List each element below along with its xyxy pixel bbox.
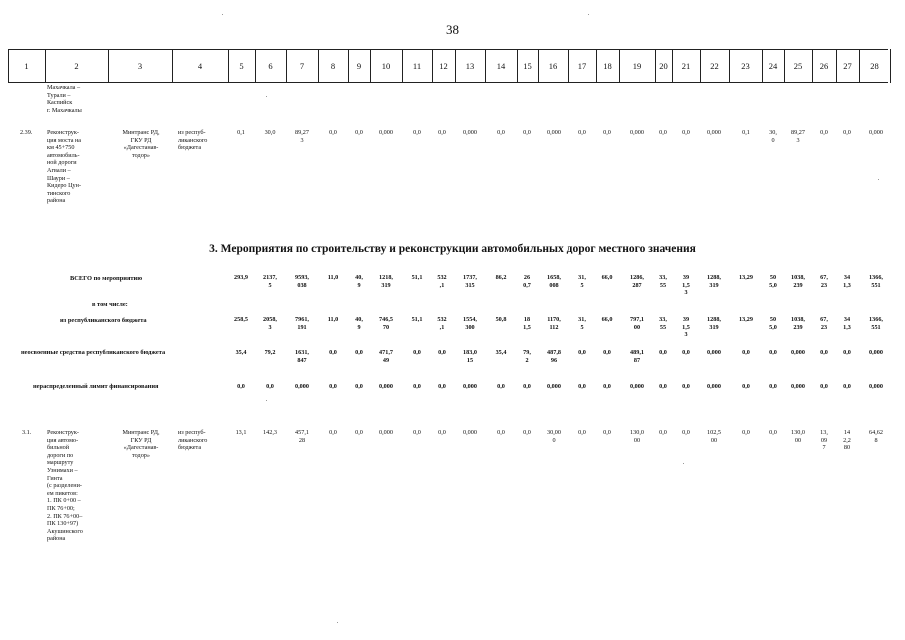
column-divider [370,49,371,83]
value-cell-col-17: 31, 5 [578,316,586,331]
value-cell-col-11: 0,0 [413,383,421,390]
value-cell-col-14: 35,4 [495,349,507,356]
column-divider [255,49,256,83]
column-header-28: 28 [870,61,879,71]
value-cell-col-10: 0,000 [379,129,393,136]
column-divider [890,49,891,83]
value-cell-col-7: 7961, 191 [295,316,309,331]
value-cell-col-11: 51,1 [411,274,423,281]
value-cell-col-8: 0,0 [329,349,337,356]
value-cell-col-20: 0,0 [659,349,667,356]
value-cell-col-12: 532 ,1 [437,274,447,289]
value-cell-col-22: 102,5 00 [707,429,721,444]
value-cell-col-27: 34 1,3 [843,274,851,289]
column-header-2: 2 [74,61,79,71]
column-divider [517,49,518,83]
page-number: 38 [446,22,459,37]
value-cell-col-18: 66,0 [601,316,613,323]
value-cell-col-7: 457,1 28 [295,429,309,444]
value-cell-col-21: 0,0 [682,383,690,390]
value-cell-col-23: 0,0 [742,349,750,356]
table-header-top-border [8,49,888,50]
unused-funds-row-label: неосвоенные средства республиканского бюджета [21,349,166,356]
value-cell-col-20: 33, 55 [659,274,667,289]
value-cell-col-16: 0,000 [547,129,561,136]
value-cell-col-13: 0,000 [463,129,477,136]
column-header-21: 21 [681,61,691,71]
value-cell-col-8: 0,0 [329,383,337,390]
value-cell-col-18: 0,0 [603,429,611,436]
value-cell-col-10: 0,000 [379,429,393,436]
value-cell-col-21: 0,0 [682,129,690,136]
value-cell-col-19: 797,1 00 [630,316,644,331]
table-header-bottom-border [8,82,888,83]
value-cell-col-16: 487,8 96 [547,349,561,364]
column-divider [228,49,229,83]
value-cell-col-8: 11,0 [327,316,339,323]
column-divider [45,49,46,83]
column-divider [729,49,730,83]
column-header-24: 24 [768,61,778,71]
value-cell-col-21: 0,0 [682,349,690,356]
value-cell-col-11: 0,0 [413,349,421,356]
value-cell-col-20: 0,0 [659,429,667,436]
value-cell-col-10: 746,5 70 [379,316,393,331]
value-cell-col-15: 18 1,5 [523,316,531,331]
value-cell-col-23: 0,0 [742,429,750,436]
value-cell-col-23: 13,29 [739,274,753,281]
republic-budget-row-label: из республиканского бюджета [60,317,147,324]
value-cell-col-13: 0,000 [463,429,477,436]
value-cell-col-17: 0,0 [578,383,586,390]
column-header-23: 23 [741,61,750,71]
row-3-1-name: Реконструк- ция автомо- бильной дороги по маршруту Узнимахи – Гинта (с разделени- ем пикетов: 1. ПК 0+00 – ПК 76+00; 2. ПК 76+00– ПК 130+97) Акушинского района [47,429,83,543]
value-cell-col-8: 0,0 [329,129,337,136]
value-cell-col-26: 67, 23 [820,274,828,289]
column-header-9: 9 [356,61,362,71]
scan-speck [266,96,267,97]
column-header-26: 26 [819,61,829,71]
value-cell-col-11: 0,0 [413,429,421,436]
column-divider [286,49,287,83]
section-3-title: 3. Мероприятия по строительству и реконструкции автомобильных дорог местного значения [209,243,696,255]
value-cell-col-13: 0,000 [463,383,477,390]
value-cell-col-18: 0,0 [603,349,611,356]
column-divider [318,49,319,83]
column-header-1: 1 [24,61,29,71]
row-2-39-customer: Минтранс РД, ГКУ РД «Дагестанав- тодор» [122,129,160,159]
value-cell-col-11: 51,1 [411,316,423,323]
column-divider [672,49,673,83]
value-cell-col-28: 1366, 551 [869,316,883,331]
value-cell-col-15: 0,0 [523,429,531,436]
column-header-10: 10 [381,61,391,71]
value-cell-col-28: 0,000 [869,383,883,390]
value-cell-col-7: 1631, 847 [295,349,309,364]
column-divider [432,49,433,83]
value-cell-col-9: 40, 9 [355,316,363,331]
value-cell-col-26: 13, 09 7 [820,429,828,452]
value-cell-col-22: 0,000 [707,129,721,136]
value-cell-col-27: 0,0 [843,129,851,136]
value-cell-col-14: 0,0 [497,429,505,436]
value-cell-col-13: 183,0 15 [463,349,477,364]
column-header-27: 27 [843,61,852,71]
value-cell-col-8: 0,0 [329,429,337,436]
row-2-39-name: Реконструк- ция моста на км 45+750 автомобиль- ной дороги Агвали – Шаури – Кидеро Цун- тинского района [47,129,82,205]
value-cell-col-17: 0,0 [578,349,586,356]
column-header-3: 3 [137,61,143,71]
column-divider [784,49,785,83]
value-cell-col-8: 11,0 [327,274,339,281]
column-divider [812,49,813,83]
column-divider [172,49,173,83]
column-header-20: 20 [659,61,668,71]
value-cell-col-20: 0,0 [659,129,667,136]
value-cell-col-6: 2137, 5 [263,274,277,289]
column-header-18: 18 [603,61,612,71]
value-cell-col-12: 0,0 [438,383,446,390]
column-header-17: 17 [577,61,587,71]
value-cell-col-9: 0,0 [355,129,363,136]
value-cell-col-5: 258,5 [234,316,248,323]
value-cell-col-5: 0,0 [237,383,245,390]
value-cell-col-6: 30,0 [264,129,276,136]
value-cell-col-28: 1366, 551 [869,274,883,289]
value-cell-col-26: 0,0 [820,383,828,390]
value-cell-col-10: 1218, 319 [379,274,393,289]
value-cell-col-24: 0,0 [769,429,777,436]
value-cell-col-26: 0,0 [820,349,828,356]
value-cell-col-28: 0,000 [869,129,883,136]
value-cell-col-23: 13,29 [739,316,753,323]
value-cell-col-6: 142,3 [263,429,277,436]
column-header-5: 5 [239,61,244,71]
value-cell-col-15: 79, 2 [523,349,531,364]
value-cell-col-14: 0,0 [497,383,505,390]
column-header-16: 16 [548,61,558,71]
value-cell-col-5: 293,9 [234,274,248,281]
row-3-1-customer: Минтранс РД, ГКУ РД «Дагестанав- тодор» [122,429,160,459]
scan-speck [266,400,267,401]
value-cell-col-9: 0,0 [355,429,363,436]
value-cell-col-21: 39 1,5 3 [682,316,690,339]
value-cell-col-15: 26 0,7 [523,274,531,289]
value-cell-col-22: 1288, 319 [707,274,721,289]
value-cell-col-10: 471,7 49 [379,349,393,364]
scan-speck [683,463,684,464]
value-cell-col-25: 0,000 [791,349,805,356]
value-cell-col-5: 0,1 [237,129,245,136]
column-divider [538,49,539,83]
value-cell-col-28: 64,62 8 [869,429,883,444]
value-cell-col-23: 0,1 [742,129,750,136]
value-cell-col-28: 0,000 [869,349,883,356]
value-cell-col-18: 0,0 [603,129,611,136]
column-divider [348,49,349,83]
value-cell-col-27: 14 2,2 80 [843,429,851,452]
value-cell-col-24: 50 5,0 [769,274,777,289]
value-cell-col-19: 0,000 [630,129,644,136]
row-3-1-source: из респуб- ликанского бюджета [178,429,208,452]
total-row-label: ВСЕГО по мероприятию [70,275,143,282]
value-cell-col-16: 1170, 112 [547,316,561,331]
value-cell-col-24: 0,0 [769,383,777,390]
value-cell-col-16: 30,00 0 [547,429,561,444]
value-cell-col-25: 1038, 239 [791,274,805,289]
value-cell-col-17: 0,0 [578,129,586,136]
value-cell-col-27: 0,0 [843,383,851,390]
value-cell-col-24: 0,0 [769,349,777,356]
value-cell-col-11: 0,0 [413,129,421,136]
value-cell-col-13: 1554, 300 [463,316,477,331]
row-3-1-number: 3.1. [22,429,32,436]
including-label: в том числе: [92,301,128,308]
value-cell-col-14: 86,2 [495,274,507,281]
value-cell-col-15: 0,0 [523,129,531,136]
value-cell-col-26: 0,0 [820,129,828,136]
unallocated-limit-row-label: нераспределенный лимит финансирования [33,383,159,390]
column-divider [619,49,620,83]
value-cell-col-19: 130,0 00 [630,429,644,444]
value-cell-col-6: 79,2 [264,349,276,356]
value-cell-col-9: 0,0 [355,383,363,390]
value-cell-col-9: 40, 9 [355,274,363,289]
column-header-13: 13 [465,61,475,71]
value-cell-col-21: 0,0 [682,429,690,436]
value-cell-col-15: 0,0 [523,383,531,390]
column-header-6: 6 [268,61,273,71]
value-cell-col-27: 34 1,3 [843,316,851,331]
value-cell-col-18: 0,0 [603,383,611,390]
value-cell-col-22: 0,000 [707,349,721,356]
scan-speck [878,179,879,180]
value-cell-col-7: 89,27 3 [295,129,309,144]
column-header-7: 7 [299,61,305,71]
value-cell-col-5: 13,1 [235,429,247,436]
column-divider [108,49,109,83]
value-cell-col-14: 0,0 [497,129,505,136]
value-cell-col-26: 67, 23 [820,316,828,331]
value-cell-col-12: 0,0 [438,429,446,436]
column-divider [836,49,837,83]
scan-speck [337,622,338,623]
value-cell-col-27: 0,0 [843,349,851,356]
value-cell-col-19: 489,1 87 [630,349,644,364]
value-cell-col-13: 1737, 315 [463,274,477,289]
column-header-19: 19 [632,61,642,71]
column-divider [859,49,860,83]
row-2-39-number: 2.39. [20,129,33,136]
continued-row-name: Махачкала – Турали – Каспийск г. Махачкалы [47,84,82,114]
column-header-14: 14 [496,61,506,71]
value-cell-col-7: 9593, 038 [295,274,309,289]
value-cell-col-10: 0,000 [379,383,393,390]
value-cell-col-22: 0,000 [707,383,721,390]
row-2-39-source: из респуб- ликанского бюджета [178,129,208,152]
value-cell-col-25: 1038, 239 [791,316,805,331]
value-cell-col-22: 1288, 319 [707,316,721,331]
value-cell-col-17: 31, 5 [578,274,586,289]
value-cell-col-20: 0,0 [659,383,667,390]
column-divider [596,49,597,83]
column-header-15: 15 [523,61,532,71]
column-divider [568,49,569,83]
scan-speck [588,14,589,15]
column-divider [485,49,486,83]
value-cell-col-12: 0,0 [438,349,446,356]
value-cell-col-16: 1658, 008 [547,274,561,289]
value-cell-col-23: 0,0 [742,383,750,390]
value-cell-col-12: 0,0 [438,129,446,136]
value-cell-col-20: 33, 55 [659,316,667,331]
column-divider [655,49,656,83]
column-header-12: 12 [439,61,448,71]
value-cell-col-24: 50 5,0 [769,316,777,331]
value-cell-col-18: 66,0 [601,274,613,281]
column-divider [762,49,763,83]
value-cell-col-12: 532 ,1 [437,316,447,331]
column-header-4: 4 [197,61,203,71]
value-cell-col-5: 35,4 [235,349,247,356]
value-cell-col-25: 89,27 3 [791,129,805,144]
value-cell-col-6: 2058, 3 [263,316,277,331]
value-cell-col-14: 50,8 [495,316,507,323]
column-divider [402,49,403,83]
column-divider [700,49,701,83]
value-cell-col-25: 130,0 00 [791,429,805,444]
column-header-25: 25 [793,61,803,71]
value-cell-col-17: 0,0 [578,429,586,436]
value-cell-col-9: 0,0 [355,349,363,356]
scan-speck [222,14,223,15]
value-cell-col-6: 0,0 [266,383,274,390]
value-cell-col-16: 0,000 [547,383,561,390]
value-cell-col-24: 30, 0 [769,129,777,144]
value-cell-col-25: 0,000 [791,383,805,390]
value-cell-col-19: 1286, 287 [630,274,644,289]
column-divider [455,49,456,83]
column-header-22: 22 [710,61,719,71]
value-cell-col-19: 0,000 [630,383,644,390]
column-divider [8,49,9,83]
column-header-11: 11 [412,61,422,71]
column-header-8: 8 [330,61,336,71]
value-cell-col-21: 39 1,5 3 [682,274,690,297]
value-cell-col-7: 0,000 [295,383,309,390]
